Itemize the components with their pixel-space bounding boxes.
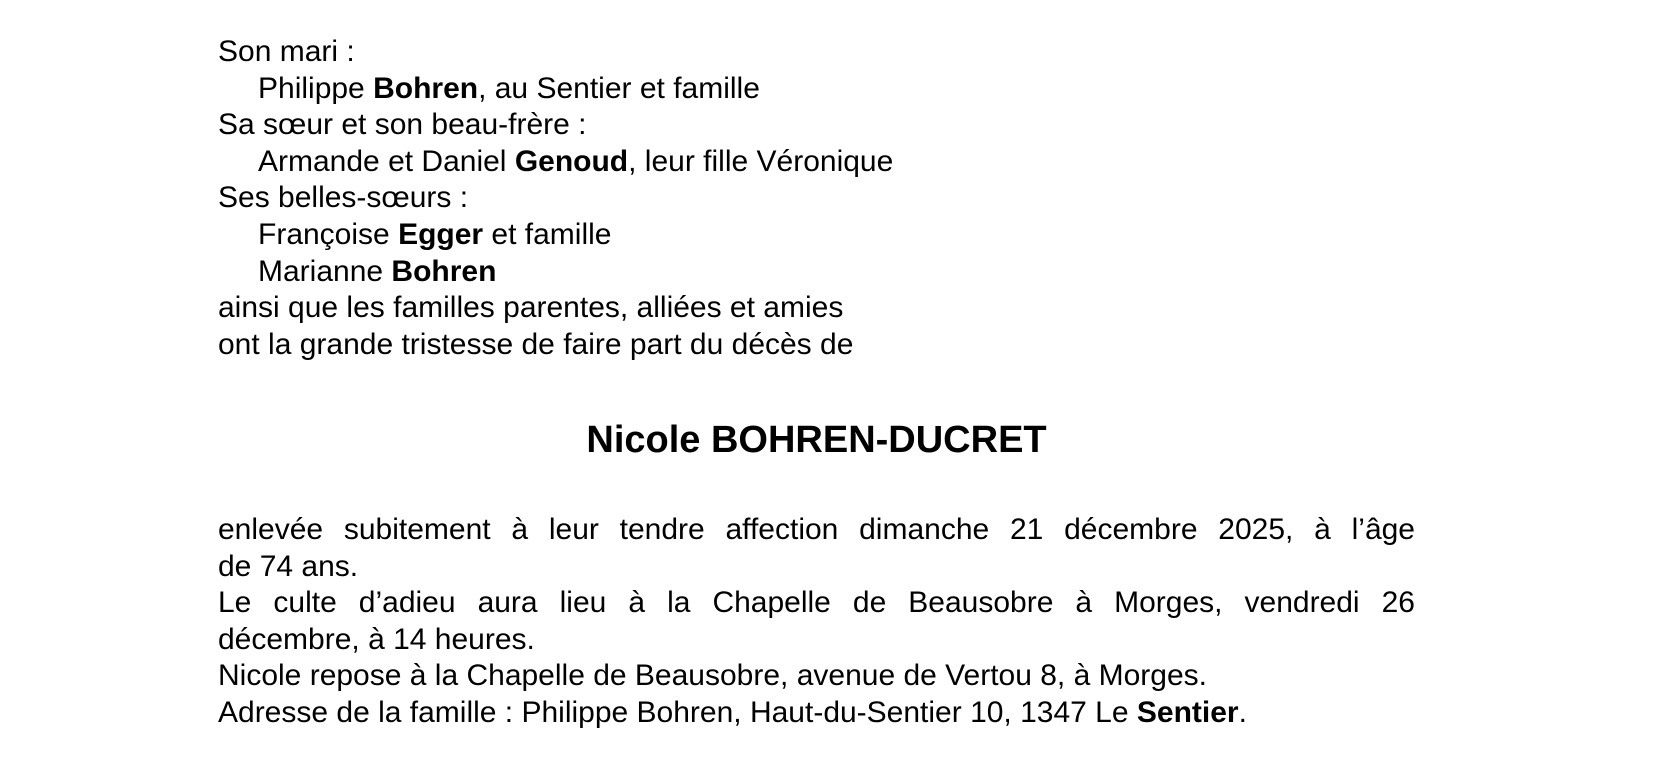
notice-line bbox=[218, 290, 1415, 327]
notice-line bbox=[218, 144, 1415, 181]
notice-line bbox=[218, 180, 1415, 217]
notice-text-segment: Françoise bbox=[258, 217, 399, 251]
notice-text-segment: . bbox=[1238, 695, 1247, 729]
notice-text-segment: et famille bbox=[483, 217, 612, 251]
notice-text-segment: ont la grande tristesse de faire part du décès de bbox=[218, 327, 854, 361]
notice-line bbox=[218, 254, 1415, 291]
notice-text-segment: Philippe bbox=[258, 71, 374, 105]
notice-line bbox=[218, 217, 1415, 254]
notice-text-segment: Son mari : bbox=[218, 35, 355, 68]
family-surname-bold: Egger bbox=[398, 217, 484, 251]
notice-line bbox=[218, 549, 1415, 586]
notice-line bbox=[218, 695, 1415, 732]
notice-text-segment: décembre, à 14 heures. bbox=[218, 622, 535, 656]
notice-line bbox=[218, 622, 1415, 659]
notice-line bbox=[218, 327, 1415, 364]
notice-text-segment: , au Sentier et famille bbox=[478, 71, 760, 105]
notice-text-segment: enlevée subitement à leur tendre affection dimanche 21 décembre 2025, à l’âge bbox=[218, 513, 1415, 546]
notice-text-segment: ainsi que les familles parentes, alliées et amies bbox=[218, 291, 844, 325]
notice-line bbox=[218, 107, 1415, 144]
notice-text-segment: Sa sœur et son beau-frère : bbox=[218, 108, 587, 142]
notice-line bbox=[218, 71, 1415, 108]
notice-text-segment: , leur fille Véronique bbox=[628, 144, 894, 178]
notice-text-segment: Nicole repose à la Chapelle de Beausobre, avenue de Vertou 8, à Morges. bbox=[218, 659, 1207, 693]
notice-line bbox=[218, 512, 1415, 549]
notice-line bbox=[218, 585, 1415, 622]
notice-text-segment: Le culte d’adieu aura lieu à la Chapelle de Beausobre à Morges, vendredi 26 bbox=[218, 586, 1415, 620]
notice-text-segment: Ses belles-sœurs : bbox=[218, 181, 469, 215]
notice-text-segment: de 74 ans. bbox=[218, 549, 359, 583]
notice-text-segment: Marianne bbox=[258, 254, 392, 288]
notice-text-segment: Adresse de la famille : Philippe Bohren, Haut-du-Sentier 10, 1347 Le bbox=[218, 695, 1137, 729]
family-surname-bold: Bohren bbox=[373, 71, 479, 105]
notice-line bbox=[218, 658, 1415, 695]
family-surname-bold: Bohren bbox=[391, 254, 497, 288]
notice-text-segment: Armande et Daniel bbox=[258, 144, 515, 178]
notice-line bbox=[218, 34, 1415, 71]
funeral-details-block bbox=[218, 512, 1415, 732]
deceased-name: Nicole BOHREN-DUCRET bbox=[586, 419, 1047, 461]
family-announcement-block bbox=[218, 34, 1415, 363]
family-surname-bold: Genoud bbox=[514, 144, 629, 178]
family-surname-bold: Sentier bbox=[1136, 695, 1239, 729]
